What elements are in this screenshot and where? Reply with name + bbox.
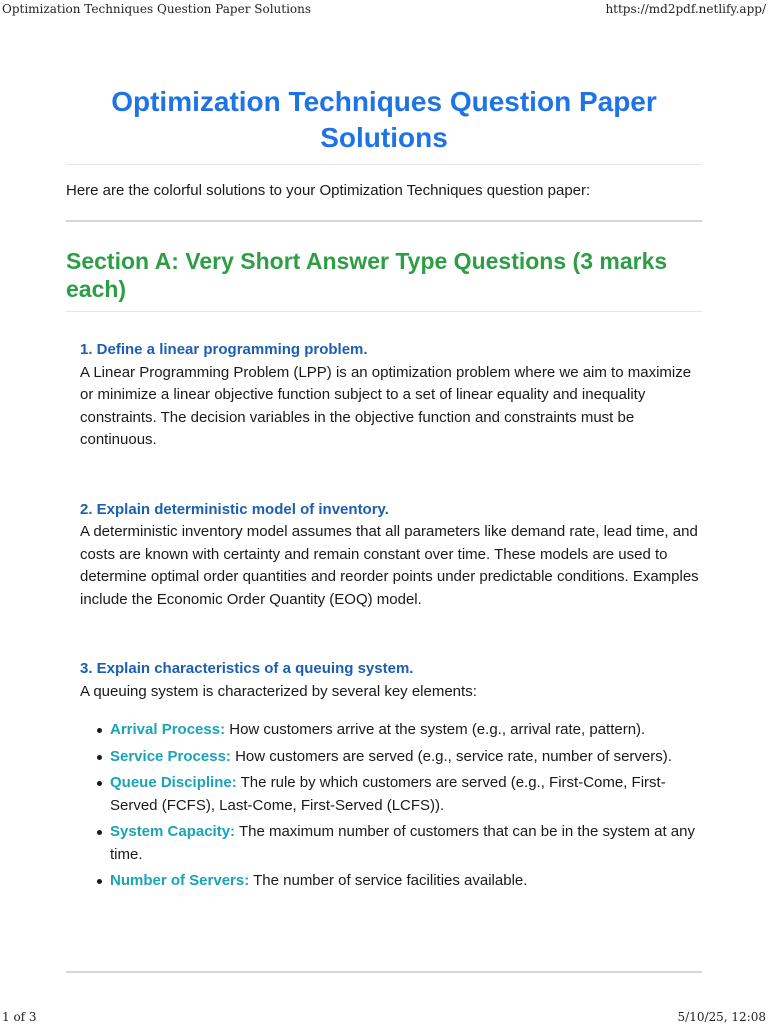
list-item [110,746,702,769]
print-header [0,0,768,18]
bottom-divider [66,971,702,973]
question-3-answer: A queuing system is characterized by several key elements: [80,682,477,700]
list-item-text: How customers arrive at the system (e.g., arrival rate, pattern). [225,721,646,738]
list-item-term: Number of Servers: [110,872,250,889]
list-item-text: How customers are served (e.g., service rate, number of servers). [230,747,672,765]
question-2-answer: A deterministic inventory model assumes that all parameters like demand rate, lead time, and costs are known with certainty and remain constant over time. These models are used to determine optimal order quantities and reorder points under predictable conditions. Examples include the Economic Order Quantity (EOQ) model. [80,523,699,608]
page-title: Optimization Techniques Question Paper Solutions [111,86,657,153]
bullet-icon [97,755,102,760]
list-item-term: Service Process: [110,747,231,765]
bullet-icon [97,830,102,835]
section-divider [66,220,702,222]
list-item [110,870,702,893]
question-1-title: 1. Define a linear programming problem. [80,341,368,358]
list-item [110,719,702,742]
bullet-icon [97,879,102,884]
question-1 [80,339,702,452]
title-divider [66,164,702,165]
print-datetime: 5/10/25, 12:08 [677,1010,766,1024]
list-item-text: The number of service facilities available. [249,872,528,889]
question-1-answer: A Linear Programming Problem (LPP) is an optimization problem where we aim to maximize or minimize a linear objective function subject to a set of linear equality and inequality constraints. The decision variables in the objective function and constraints must be continuous. [80,363,692,448]
list-item [110,772,702,817]
intro-text: Here are the colorful solutions to your Optimization Techniques question paper: [66,182,591,199]
list-item-term: Queue Discipline: [110,774,237,791]
header-doc-title: Optimization Techniques Question Paper Solutions [2,2,312,16]
bullet-icon [97,728,102,733]
queuing-characteristics-list [80,719,702,893]
list-item [110,821,702,866]
section-a-heading: Section A: Very Short Answer Type Questions (3 marks each) [66,248,668,302]
list-item-text: The maximum number of customers that can be in the system at any time. [110,823,695,863]
list-item-term: System Capacity: [110,823,236,840]
page-counter: 1 of 3 [2,1010,37,1024]
print-footer [0,1008,768,1026]
list-item-term: Arrival Process: [110,721,226,738]
list-item-text: The rule by which customers are served (e.g., First-Come, First-Served (FCFS), Last-Come, First-Served (LCFS)). [110,774,666,814]
question-2-title: 2. Explain deterministic model of inventory. [80,500,389,518]
header-url[interactable]: https://md2pdf.netlify.app/ [605,2,766,16]
section-a-divider [66,311,702,312]
question-2 [80,499,702,612]
document-content [66,84,702,897]
question-3-title: 3. Explain characteristics of a queuing system. [80,660,414,677]
question-3 [80,658,702,893]
bullet-icon [97,781,102,786]
